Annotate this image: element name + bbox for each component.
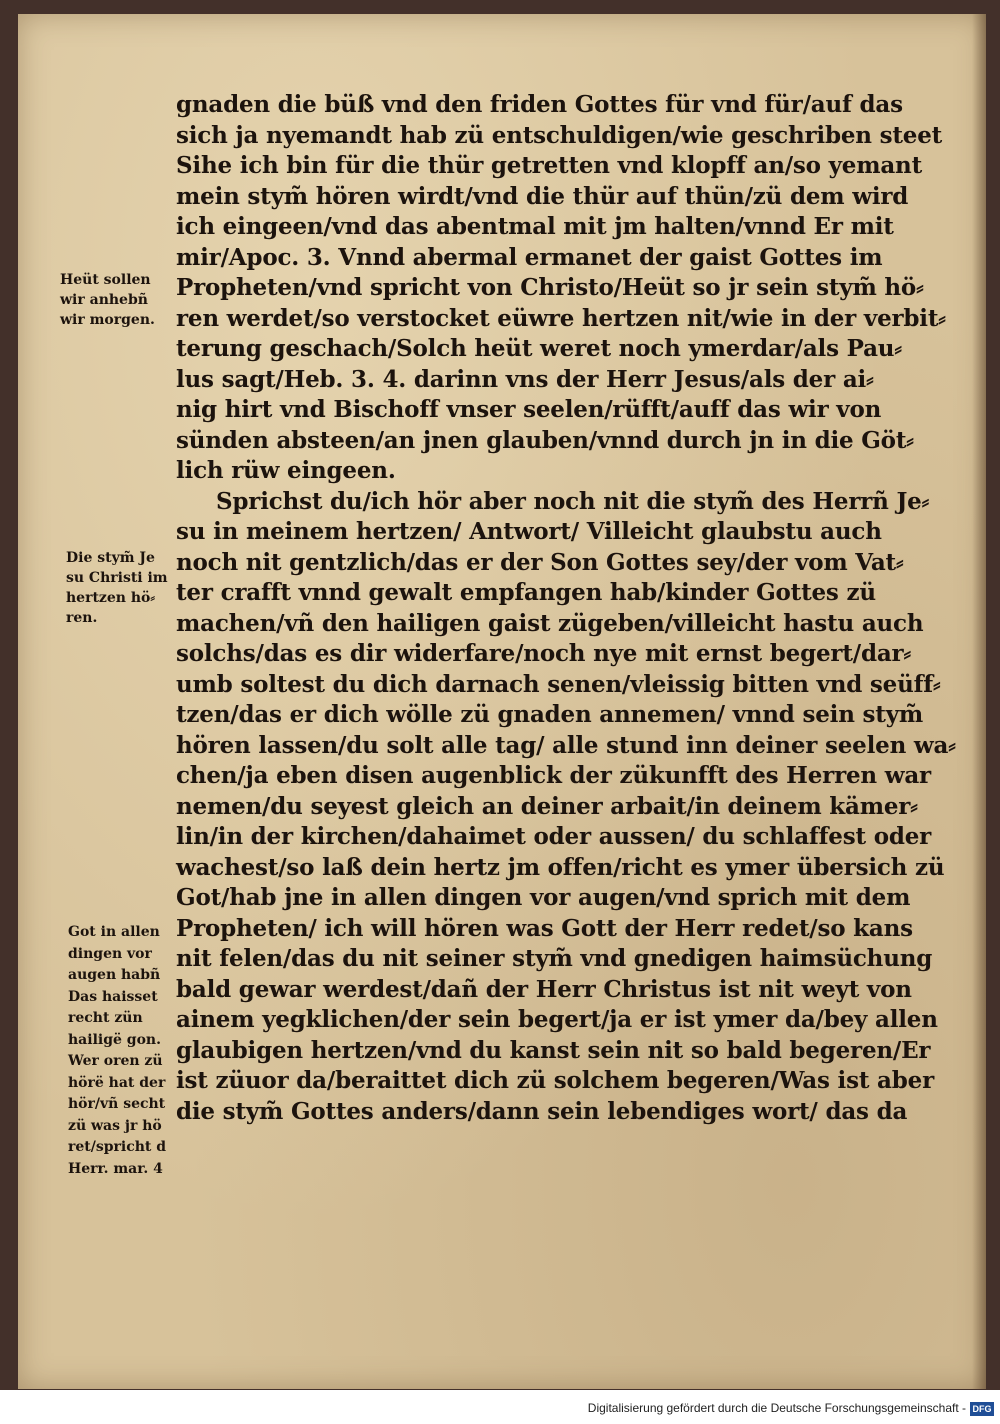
margin-note-line: su Christi im: [66, 570, 168, 586]
margin-note-line: Die stym̃ Je: [66, 550, 155, 566]
text-line: umb soltest du dich darnach senen/vleissig bitten vnd seüff⸗: [176, 670, 941, 698]
margin-note-line: recht zün: [68, 1010, 143, 1026]
text-line: Propheten/vnd spricht von Christo/Heüt so jr sein stym̃ hö⸗: [176, 274, 924, 301]
text-line: ich eingeen/vnd das abentmal mit jm halten/vnnd Er mit: [176, 213, 894, 240]
text-line: lin/in der kirchen/dahaimet oder aussen/ du schlaffest oder: [176, 823, 932, 850]
text-line: machen/vñ den hailigen gaist zügeben/villeicht hastu auch: [176, 609, 924, 637]
text-line: mir/Apoc. 3. Vnnd abermal ermanet der gaist Gottes im: [176, 243, 883, 271]
text-line: sich ja nyemandt hab zü entschuldigen/wie geschriben steet: [176, 121, 943, 149]
margin-note-line: ren.: [66, 610, 98, 626]
margin-note-line: Wer oren zü: [68, 1053, 163, 1069]
margin-note-line: hailigë gon.: [68, 1031, 161, 1048]
dfg-logo: DFG: [970, 1402, 994, 1416]
main-text-block: [176, 90, 956, 1127]
margin-note-line: augen habñ: [68, 967, 161, 983]
text-line: Sprichst du/ich hör aber noch nit die stym̃ des Herrñ Je⸗: [216, 487, 930, 515]
margin-note-line: Das haisset: [68, 988, 158, 1005]
margin-note-line: hörë hat der: [68, 1074, 166, 1091]
text-line: chen/ja eben disen augenblick der zükunfft des Herren war: [176, 762, 931, 789]
text-line: Propheten/ ich will hören was Gott der Herr redet/so kans: [176, 914, 913, 942]
text-line: sünden absteen/an jnen glauben/vnnd durch jn in die Göt⸗: [176, 426, 914, 454]
text-line: terung geschach/Solch heüt weret noch ymerdar/als Pau⸗: [176, 335, 902, 362]
text-line: mein stym̃ hören wirdt/vnd die thür auf thün/zü dem wird: [176, 182, 909, 210]
margin-note-line: hör/vñ secht: [68, 1096, 166, 1112]
digitization-footer: [0, 1390, 1000, 1424]
text-line: su in meinem hertzen/ Antwort/ Villeicht glaubstu auch: [176, 518, 882, 545]
margin-note-line: ret/spricht d: [68, 1139, 167, 1155]
margin-note: [68, 922, 184, 1180]
margin-note-line: zü was jr hö: [68, 1117, 162, 1134]
text-line: ren werdet/so verstocket eüwre hertzen nit/wie in der verbit⸗: [176, 304, 946, 332]
margin-note: [66, 548, 182, 628]
margin-note: [60, 270, 176, 330]
text-line: noch nit gentzlich/das er der Son Gottes sey/der vom Vat⸗: [176, 548, 904, 576]
text-line: die stym̃ Gottes anders/dann sein lebendiges wort/ das da: [176, 1097, 908, 1125]
text-line: tzen/das er dich wölle zü gnaden annemen/ vnnd sein stym̃: [176, 701, 923, 728]
text-line: glaubigen hertzen/vnd du kanst sein nit so bald begeren/Er: [176, 1036, 931, 1064]
text-line: Sihe ich bin für die thür getretten vnd klopff an/so yemant: [176, 152, 922, 179]
text-line: gnaden die büß vnd den friden Gottes für vnd für/auf das: [176, 91, 903, 118]
text-line: Got/hab jne in allen dingen vor augen/vnd sprich mit dem: [176, 884, 911, 911]
funding-credit: Digitalisierung gefördert durch die Deutsche Forschungsgemeinschaft -: [587, 1401, 966, 1415]
margin-note-line: Herr. mar. 4: [68, 1160, 163, 1177]
text-line: ist züuor da/beraittet dich zü solchem begeren/Was ist aber: [176, 1067, 934, 1094]
margin-note-line: dingen vor: [68, 945, 152, 962]
text-line: solchs/das es dir widerfare/noch nye mit ernst begert/dar⸗: [176, 640, 911, 667]
text-line: bald gewar werdest/dañ der Herr Christus ist nit weyt von: [176, 975, 912, 1003]
margin-note-line: Heüt sollen: [60, 272, 151, 288]
text-line: hören lassen/du solt alle tag/ alle stund inn deiner seelen wa⸗: [176, 731, 956, 759]
text-line: lich rüw eingeen.: [176, 457, 396, 484]
text-line: nig hirt vnd Bischoff vnser seelen/rüfft/auff das wir von: [176, 396, 882, 423]
text-line: ter crafft vnnd gewalt empfangen hab/kinder Gottes zü: [176, 579, 876, 606]
text-line: wachest/so laß dein hertz jm offen/richt es ymer übersich zü: [176, 853, 945, 881]
margin-note-line: hertzen hö⸗: [66, 590, 156, 606]
margin-note-line: Got in allen: [68, 924, 160, 940]
text-line: lus sagt/Heb. 3. 4. darinn vns der Herr Jesus/als der ai⸗: [176, 365, 874, 393]
text-line: ainem yegklichen/der sein begert/ja er ist ymer da/bey allen: [176, 1006, 938, 1033]
text-line: nemen/du seyest gleich an deiner arbait/in deinem kämer⸗: [176, 792, 918, 820]
text-line: nit felen/das du nit seiner stym̃ vnd gnedigen haimsüchung: [176, 945, 933, 972]
page-edge-shadow: [972, 14, 986, 1389]
margin-note-line: wir anhebñ: [60, 292, 148, 308]
margin-note-line: wir morgen.: [60, 312, 155, 328]
